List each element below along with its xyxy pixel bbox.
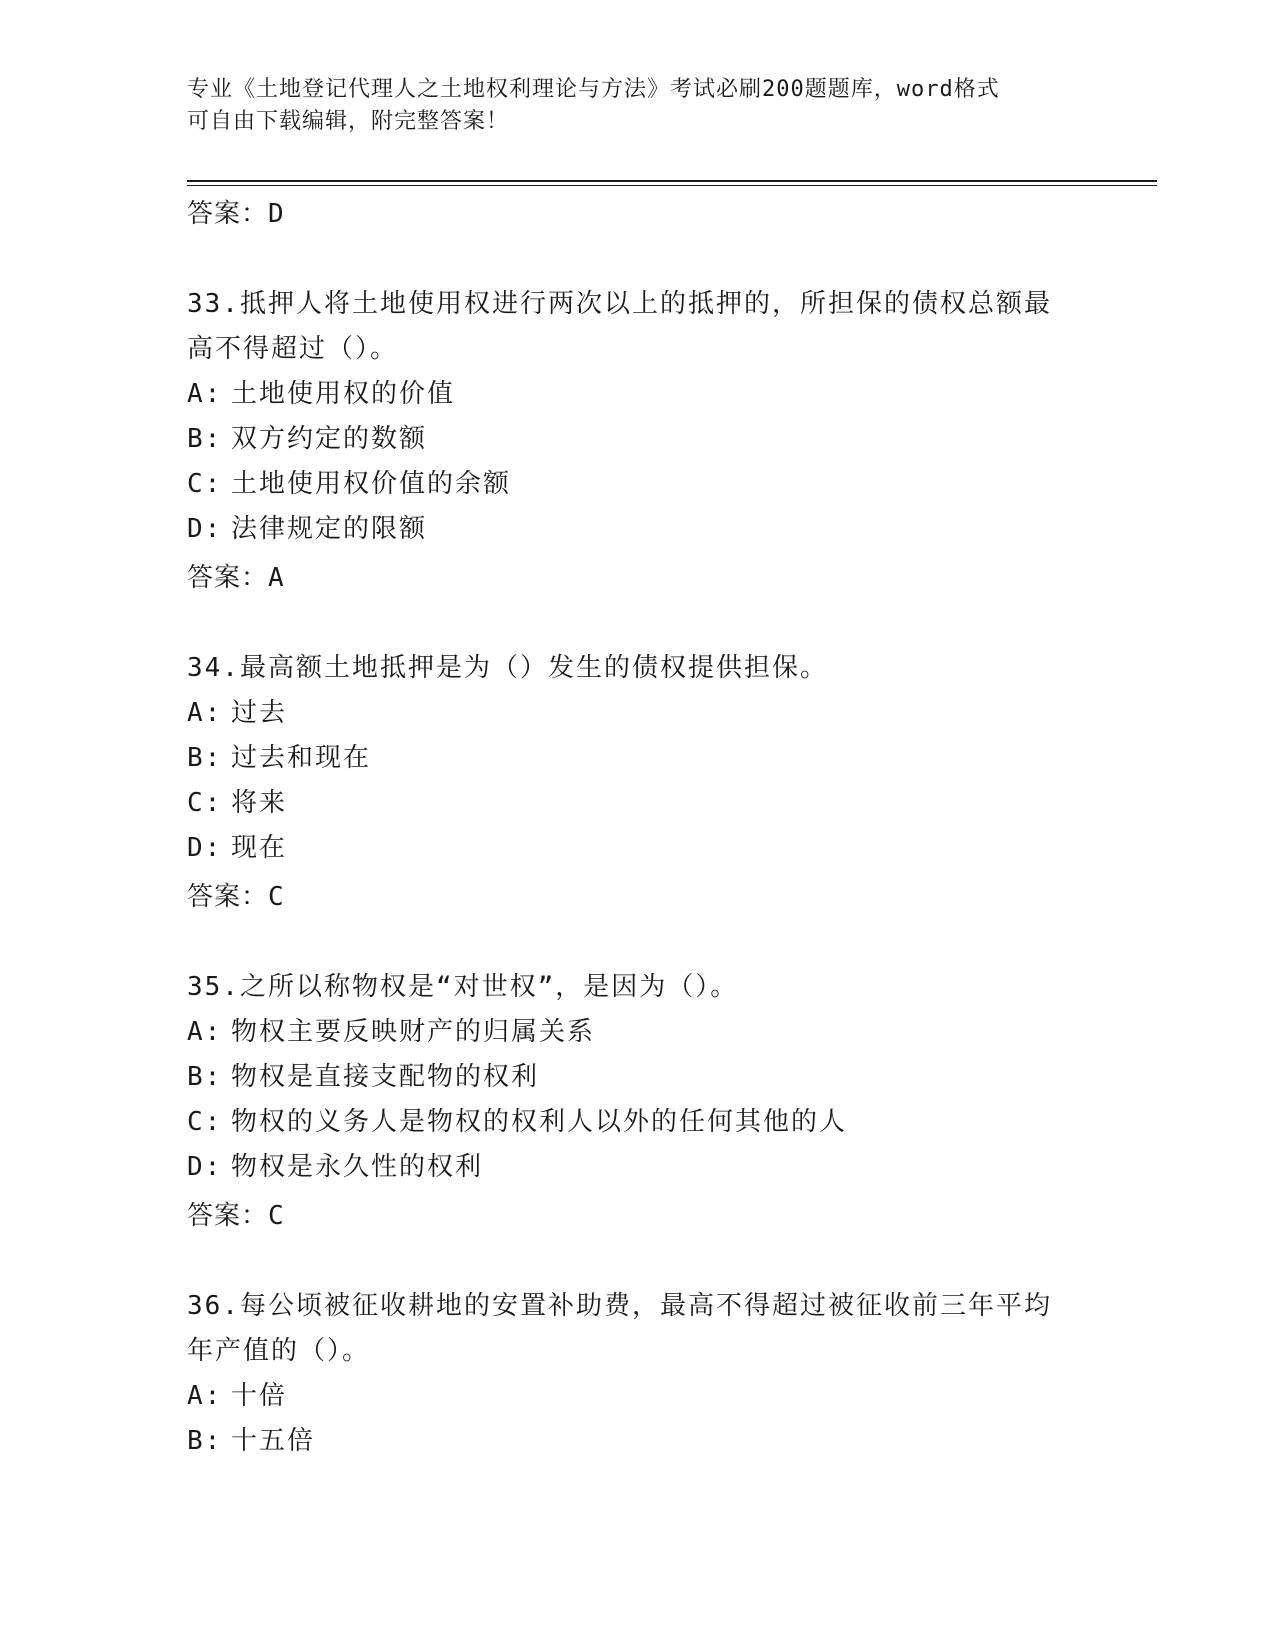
document-header [187, 74, 1087, 138]
option-text: 物权主要反映财产的归属关系 [231, 1017, 596, 1047]
question-number: 33. [187, 289, 240, 319]
question-list [187, 188, 1087, 1464]
question-text-line-1: 抵押人将土地使用权进行两次以上的抵押的，所担保的债权总额最 [239, 289, 1052, 319]
question-stem [187, 646, 1087, 691]
answer-value: D [268, 199, 285, 229]
option-text: 土地使用权的价值 [231, 379, 456, 409]
option-b [187, 1419, 1087, 1464]
option-text: 现在 [231, 833, 288, 863]
question-text-line-1: 之所以称物权是“对世权”，是因为（）。 [239, 972, 739, 1002]
question-stem [187, 282, 1087, 327]
option-text: 物权的义务人是物权的权利人以外的任何其他的人 [231, 1107, 848, 1137]
option-text: 物权是直接支配物的权利 [231, 1062, 540, 1092]
header-rule-thick [187, 180, 1157, 182]
answer-line [187, 1194, 1087, 1238]
option-letter: C: [187, 1107, 223, 1137]
option-d [187, 1145, 1087, 1190]
option-text: 过去和现在 [231, 743, 372, 773]
header-line-2: 可自由下载编辑，附完整答案！ [187, 109, 510, 134]
question-text-line-2: 年产值的（）。 [187, 1336, 371, 1366]
option-letter: C: [187, 469, 223, 499]
option-a [187, 691, 1087, 736]
answer-label: 答案： [187, 563, 269, 593]
question-text-line-1: 最高额土地抵押是为（）发生的债权提供担保。 [239, 653, 828, 683]
header-rule-thin [187, 185, 1157, 186]
option-b [187, 1055, 1087, 1100]
question-33 [187, 282, 1087, 600]
option-text: 十五倍 [231, 1426, 316, 1456]
answer-value: A [268, 563, 285, 593]
option-letter: D: [187, 1152, 223, 1182]
option-c [187, 462, 1087, 507]
option-b [187, 417, 1087, 462]
option-b [187, 736, 1087, 781]
option-text: 物权是永久性的权利 [231, 1152, 484, 1182]
question-text-line-2: 高不得超过（）。 [187, 334, 399, 364]
option-letter: D: [187, 833, 223, 863]
question-stem [187, 1284, 1087, 1329]
answer-value: C [268, 882, 285, 912]
option-text: 土地使用权价值的余额 [231, 469, 512, 499]
option-letter: A: [187, 379, 223, 409]
answer-label: 答案： [187, 1201, 269, 1231]
answer-value: C [268, 1201, 285, 1231]
option-letter: A: [187, 1381, 223, 1411]
option-c [187, 781, 1087, 826]
question-36 [187, 1284, 1087, 1464]
question-34 [187, 646, 1087, 919]
question-text-line-1: 每公顷被征收耕地的安置补助费，最高不得超过被征收前三年平均 [239, 1291, 1052, 1321]
question-35 [187, 965, 1087, 1238]
option-a [187, 372, 1087, 417]
option-letter: B: [187, 424, 223, 454]
option-text: 法律规定的限额 [231, 514, 428, 544]
option-text: 十倍 [231, 1381, 288, 1411]
option-text: 将来 [231, 788, 288, 818]
answer-line [187, 875, 1087, 919]
option-a [187, 1010, 1087, 1055]
option-d [187, 507, 1087, 552]
answer-line [187, 192, 1087, 236]
option-letter: B: [187, 1426, 223, 1456]
answer-line [187, 556, 1087, 600]
header-line-1: 专业《土地登记代理人之土地权利理论与方法》考试必刷200题题库，word格式 [187, 77, 1000, 102]
option-letter: A: [187, 1017, 223, 1047]
option-letter: A: [187, 698, 223, 728]
option-letter: C: [187, 788, 223, 818]
question-stem [187, 965, 1087, 1010]
option-a [187, 1374, 1087, 1419]
question-number: 36. [187, 1291, 240, 1321]
answer-label: 答案： [187, 882, 269, 912]
option-letter: B: [187, 743, 223, 773]
question-number: 34. [187, 653, 240, 683]
question-number: 35. [187, 972, 240, 1002]
option-letter: D: [187, 514, 223, 544]
option-letter: B: [187, 1062, 223, 1092]
answer-label: 答案： [187, 199, 269, 229]
option-c [187, 1100, 1087, 1145]
option-text: 双方约定的数额 [231, 424, 428, 454]
option-text: 过去 [231, 698, 288, 728]
option-d [187, 826, 1087, 871]
